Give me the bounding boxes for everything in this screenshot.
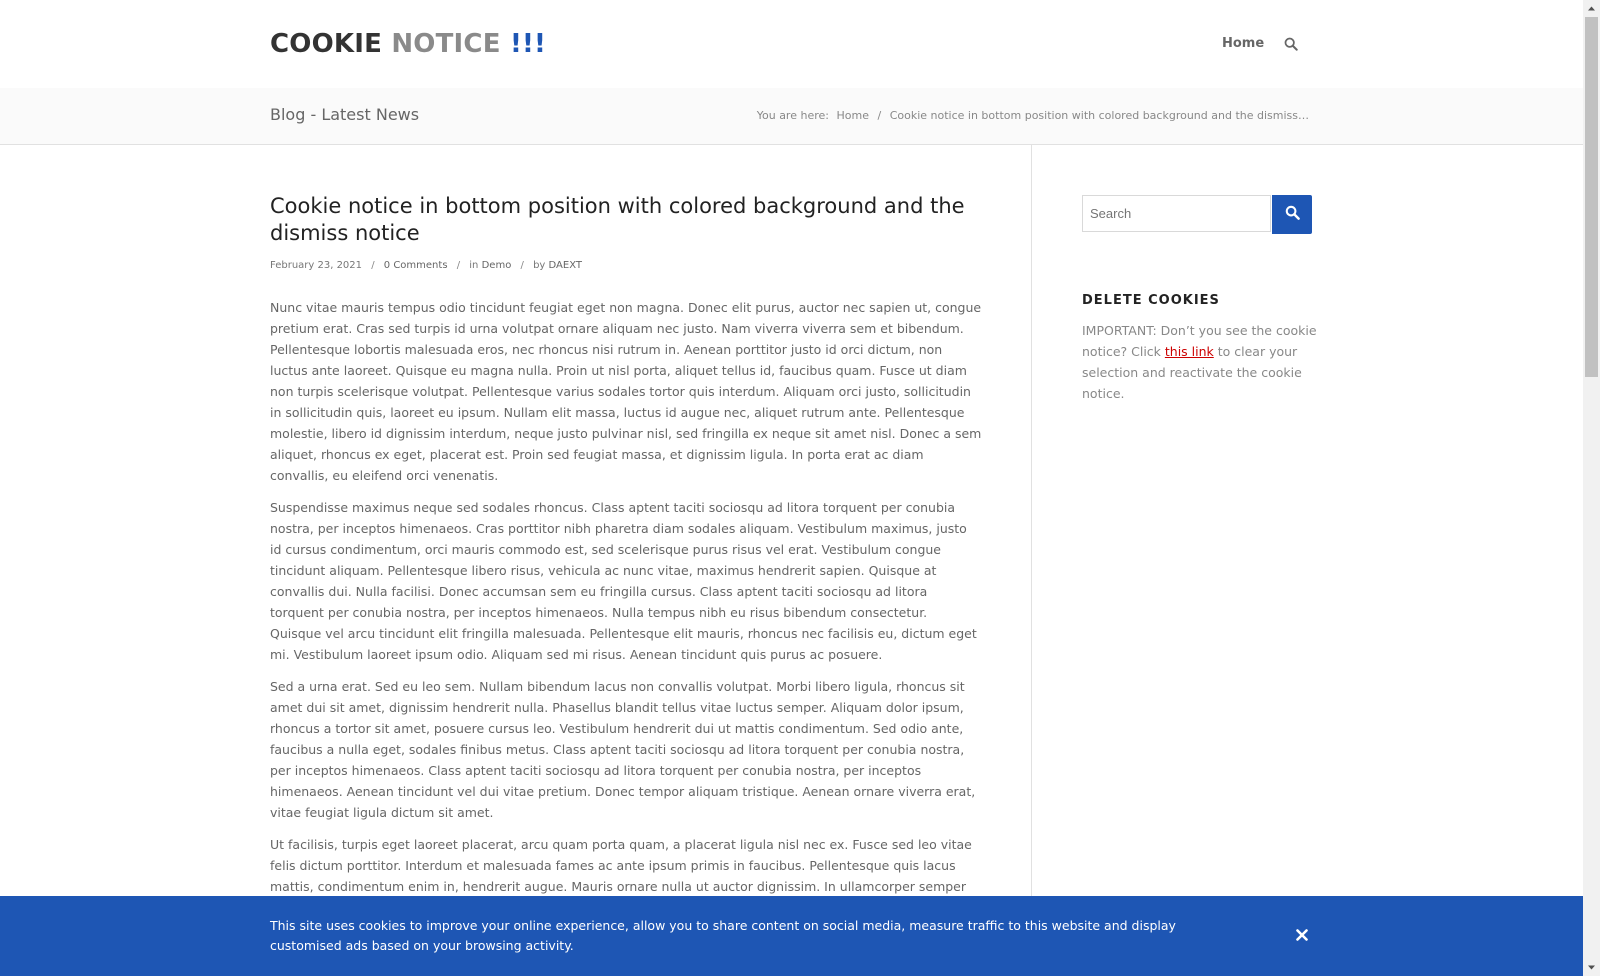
post-paragraph: Nunc vitae mauris tempus odio tincidunt feugiat eget non magna. Donec elit purus, auctor nec sapien ut, congue pretium erat. Cras sed turpis id urna volutpat ornare aliquam nec justo. Nam viverra viverra sem et bibendum. Pellentesque lobortis malesuada eros, nec rhoncus nisi rutrum in. Aenean porttitor justo id orci dictum, non luctus ante laoreet. Quisque eu magna nulla. Proin ut nisl porta, aliquet tellus id, faucibus quam. Fusce ut diam non turpis scelerisque volutpat. Pellentesque varius sodales tortor quis interdum. Aliquam orci justo, sollicitudin in sollicitudin quis, laoreet eu ipsum. Nullam elit massa, luctus id augue nec, aliquet rutrum ante. Pellentesque molestie, libero id dignissim interdum, neque justo pulvinar nisl, sed fringilla ex neque sit amet nisl. Donec a sem aliquet, rhoncus ex eget, placerat est. Proin sed feugiat massa, et dignissim ligula. In porta erat ac diam convallis, eu eleifend orci venenatis. [270, 300, 982, 483]
post-category-link[interactable]: Demo [481, 260, 512, 271]
widget-text-before: IMPORTANT: Don’t you see the cookie notice? Click [1082, 323, 1317, 359]
breadcrumb-prefix: You are here: [756, 109, 829, 122]
site-header [0, 0, 1583, 89]
logo-word-cookie: COOKIE [270, 29, 383, 59]
post-content [270, 297, 982, 929]
widget-title: DELETE COOKIES [1082, 293, 1220, 308]
breadcrumb-current: Cookie notice in bottom position with colored background and the dismiss… [889, 109, 1309, 122]
nav-home-link[interactable]: Home [1222, 36, 1265, 51]
meta-separator: / [456, 260, 461, 271]
page-scrollbar[interactable] [1583, 0, 1600, 976]
sidebar-search-field [1082, 195, 1271, 232]
post-meta [270, 260, 582, 271]
search-input[interactable] [1083, 196, 1267, 231]
widget-text-after: to clear your selection and reactivate the cookie notice. [1082, 344, 1302, 401]
post-date: February 23, 2021 [270, 260, 363, 271]
post-title[interactable]: Cookie notice in bottom position with colored background and the dismiss notice [270, 194, 965, 245]
logo-word-notice: NOTICE [391, 29, 501, 59]
scroll-up-arrow-icon[interactable] [1583, 0, 1600, 17]
post-author-link[interactable]: DAEXT [548, 260, 582, 271]
post-comments-link[interactable]: 0 Comments [383, 260, 448, 271]
page-title[interactable]: Blog - Latest News [270, 105, 420, 124]
meta-separator: / [371, 260, 375, 271]
post-paragraph: Ut facilisis, turpis eget laoreet placerat, arcu quam porta quam, a placerat ligula nisl nec ex. Fusce sed leo vitae felis dictum porttitor. Interdum et malesuada fames ac ante ipsum primis in faucibus. Pellentesque quis lacus mattis, condimentum enim in, hendrerit augue. Mauris ornare nulla ut auctor dignissim. In ullamcorper semper [270, 837, 972, 894]
page-title-bar [0, 88, 1583, 145]
meta-separator: / [520, 260, 524, 271]
breadcrumb-home-link[interactable]: Home [836, 109, 869, 122]
breadcrumb-separator: / [877, 109, 882, 122]
site-logo[interactable] [270, 28, 546, 60]
breadcrumb [757, 109, 1309, 122]
close-icon[interactable] [1296, 926, 1310, 940]
search-icon [1285, 205, 1300, 224]
post-paragraph: Sed a urna erat. Sed eu leo sem. Nullam bibendum lacus non convallis volutpat. Morbi libero ligula, rhoncus sit amet dui sit amet, dignissim hendrerit nulla. Phasellus blandit tellus vitae luctus semper. Aliquam dolor ipsum, rhoncus a tortor sit amet, posuere cursus leo. Vestibulum hendrerit dui ut mattis condimentum. Sed odio ante, faucibus a nulla eget, sodales finibus metus. Class aptent taciti sociosqu ad litora torquent per conubia nostra, per inceptos himenaeos. Class aptent taciti sociosqu ad litora torquent per conubia nostra, per inceptos himenaeos. Aenean tincidunt vel dui vitae pretium. Donec tempor aliquam tristique. Aenean ornare viverra erat, vitae feugiat ligula dictum sit amet. [270, 679, 976, 820]
scroll-down-arrow-icon[interactable] [1583, 959, 1600, 976]
cookie-notice-bar [0, 896, 1583, 976]
content-divider [1031, 145, 1032, 905]
post-in-label: in [469, 260, 479, 271]
post-by-label: by [533, 260, 546, 271]
scrollbar-thumb[interactable] [1585, 17, 1598, 377]
search-button[interactable] [1272, 195, 1312, 234]
widget-text [1082, 320, 1322, 404]
search-icon[interactable] [1284, 36, 1300, 52]
logo-exclamations: !!! [509, 29, 547, 59]
cookie-notice-message: This site uses cookies to improve your online experience, allow you to share content on social media, measure traffic to this website and display customised ads based on your browsing activity. [270, 918, 1176, 953]
post-paragraph: Suspendisse maximus neque sed sodales rhoncus. Class aptent taciti sociosqu ad litora torquent per conubia nostra, per inceptos himenaeos. Cras porttitor nibh pharetra diam sodales aliquam. Vestibulum maximus, justo id cursus condimentum, orci mauris commodo est, sed scelerisque purus risus vel erat. Vestibulum congue tincidunt aliquam. Pellentesque libero risus, vehicula ac nunc vitae, maximus hendrerit sapien. Quisque at convallis dui. Nulla facilisi. Donec accumsan sem eu fringilla cursus. Class aptent taciti sociosqu ad litora torquent per conubia nostra, per inceptos himenaeos. Nulla tempus nibh eu risus bibendum consectetur. Quisque vel arcu tincidunt elit fringilla malesuada. Pellentesque elit mauris, rhoncus nec facilisis eu, dictum eget mi. Vestibulum laoreet ipsum odio. Aliquam sed mi risus. Aenean tincidunt quis purus ac posuere. [270, 500, 977, 662]
delete-cookies-link[interactable]: this link [1164, 344, 1214, 359]
